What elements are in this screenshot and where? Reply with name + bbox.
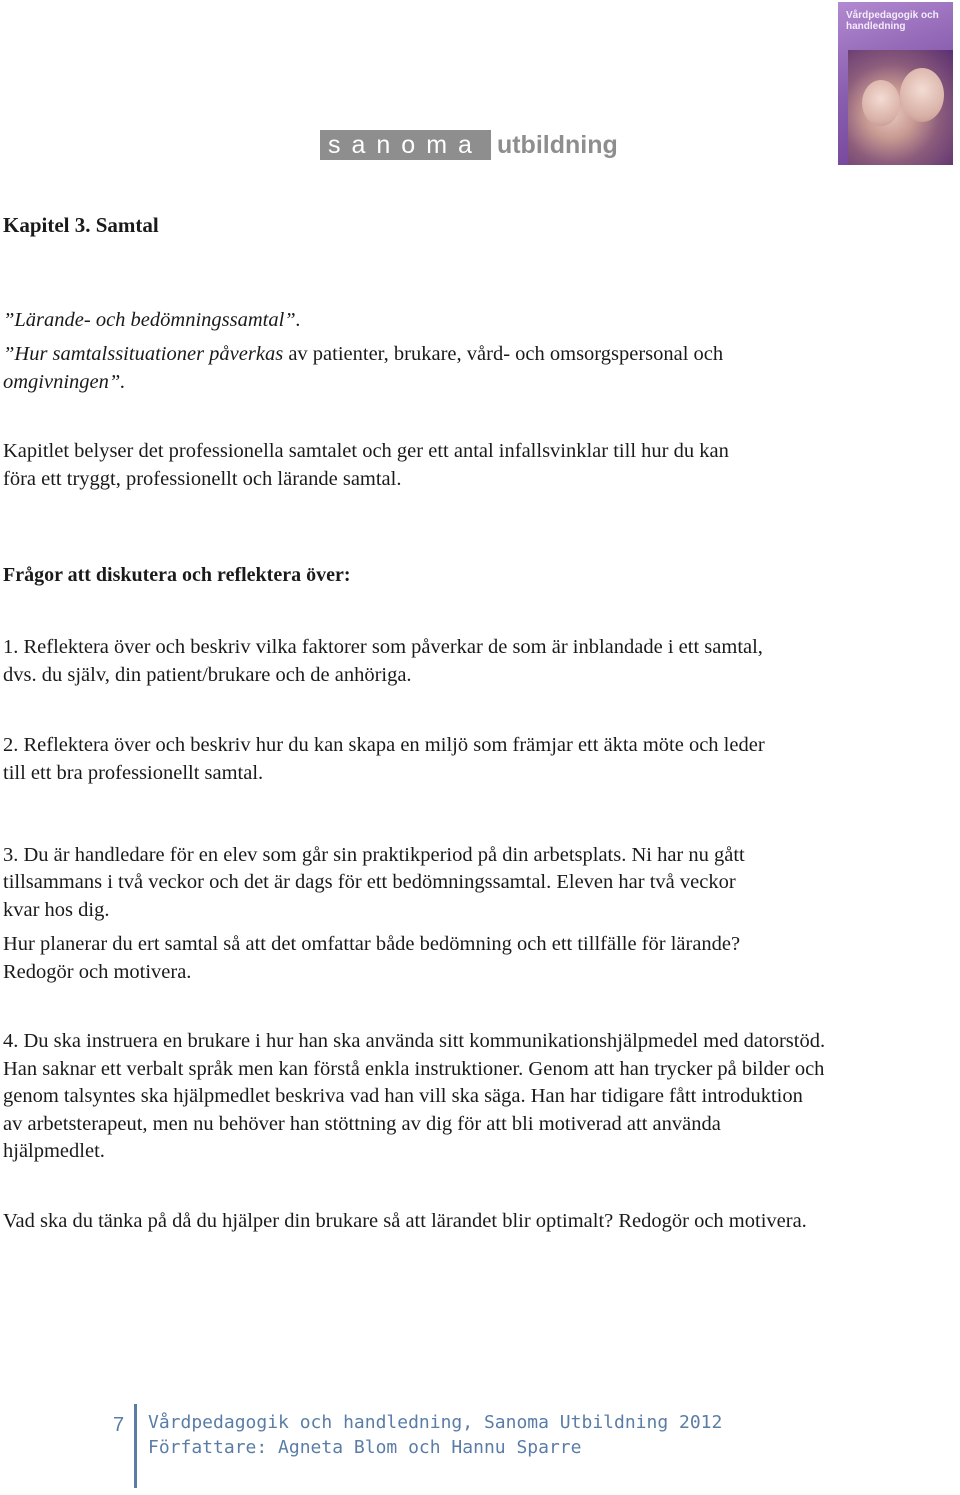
questions-heading: Frågor att diskutera och reflektera över: xyxy=(3,564,351,586)
question-3-line-3: kvar hos dig. xyxy=(3,899,110,921)
question-4-line-5: hjälpmedlet. xyxy=(3,1140,105,1162)
question-2-line-2: till ett bra professionellt samtal. xyxy=(3,762,264,784)
quote-2-italic: ”Hur samtalssituationer påverkas xyxy=(3,343,284,365)
cover-face-left xyxy=(862,80,900,126)
logo-text: utbildning xyxy=(496,130,618,159)
intro-line-1: Kapitlet belyser det professionella samtalet och ger ett antal infallsvinklar till hur du kan xyxy=(3,440,729,462)
question-4-line-6: Vad ska du tänka på då du hjälper din brukare så att lärandet blir optimalt? Redogör och motivera. xyxy=(3,1210,807,1232)
logo-box: sanoma xyxy=(320,130,491,160)
question-4-line-2: Han saknar ett verbalt språk men kan förstå enkla instruktioner. Genom att han trycker på bilder och xyxy=(3,1058,825,1080)
footer-line-1: Vårdpedagogik och handledning, Sanoma Utbildning 2012 xyxy=(148,1412,723,1433)
cover-photo xyxy=(848,50,953,165)
quote-3: omgivningen”. xyxy=(3,371,126,393)
page-number: 7 xyxy=(113,1414,125,1436)
question-4-line-4: av arbetsterapeut, men nu behöver han stöttning av dig för att bli motiverad att använda xyxy=(3,1113,721,1135)
publisher-logo xyxy=(320,130,618,160)
footer-divider xyxy=(134,1404,137,1488)
question-1-line-2: dvs. du själv, din patient/brukare och de anhöriga. xyxy=(3,664,412,686)
quote-2-rest: av patienter, brukare, vård- och omsorgspersonal och xyxy=(283,343,724,365)
footer-line-2: Författare: Agneta Blom och Hannu Sparre xyxy=(148,1437,582,1458)
question-3-line-1: 3. Du är handledare för en elev som går sin praktikperiod på din arbetsplats. Ni har nu gått xyxy=(3,844,745,866)
book-cover-title: Vårdpedagogik och handledning xyxy=(846,10,939,32)
book-cover-image xyxy=(838,2,953,165)
cover-face-right xyxy=(900,68,944,122)
question-3-line-5: Redogör och motivera. xyxy=(3,961,192,983)
quote-1: ”Lärande- och bedömningssamtal”. xyxy=(3,309,301,331)
question-1-line-1: 1. Reflektera över och beskriv vilka faktorer som påverkar de som är inblandade i ett samtal, xyxy=(3,636,763,658)
question-4-line-1: 4. Du ska instruera en brukare i hur han ska använda sitt kommunikationshjälpmedel med datorstöd. xyxy=(3,1030,826,1052)
chapter-title: Kapitel 3. Samtal xyxy=(3,213,159,237)
question-3-line-4: Hur planerar du ert samtal så att det omfattar både bedömning och ett tillfälle för lärande? xyxy=(3,933,741,955)
question-3-line-2: tillsammans i två veckor och det är dags för ett bedömningssamtal. Eleven har två veckor xyxy=(3,871,736,893)
question-4-line-3: genom talsyntes ska hjälpmedlet beskriva vad han vill ska säga. Han har tidigare fått introduktion xyxy=(3,1085,803,1107)
quote-2 xyxy=(3,341,723,369)
question-2-line-1: 2. Reflektera över och beskriv hur du kan skapa en miljö som främjar ett äkta möte och leder xyxy=(3,734,765,756)
intro-line-2: föra ett tryggt, professionellt och lärande samtal. xyxy=(3,468,402,490)
